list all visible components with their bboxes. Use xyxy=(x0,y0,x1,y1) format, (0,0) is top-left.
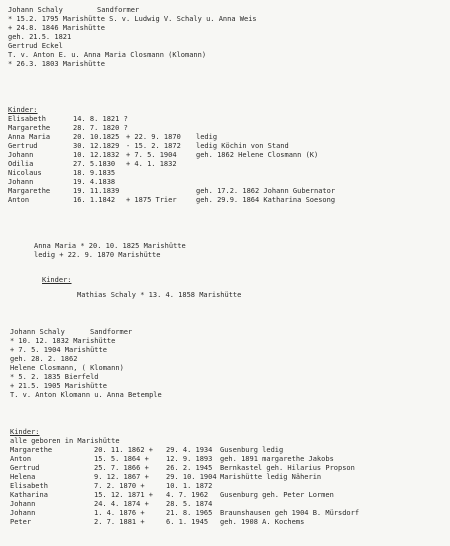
child-death: 29. 10. 1904 xyxy=(166,473,217,481)
child-name: Margarethe xyxy=(8,124,51,132)
person-name: Johann Schaly xyxy=(10,328,65,336)
anna-maria-death-line: ledig + 22. 9. 1870 Marishütte xyxy=(34,251,161,259)
child-death: 4. 7. 1962 xyxy=(166,491,209,499)
child-row xyxy=(0,455,450,464)
child-death: 26. 2. 1945 xyxy=(166,464,213,472)
child-name: Margarethe xyxy=(8,187,51,195)
child-row xyxy=(0,464,450,473)
anna-maria-line: Anna Maria * 20. 10. 1825 Marishütte xyxy=(34,242,186,250)
child-birth: 14. 8. 1821 ? xyxy=(73,115,128,123)
child-birth: 15. 12. 1871 + xyxy=(94,491,154,499)
child-death: + 1875 Trier xyxy=(126,196,177,204)
child-name: Gertrud xyxy=(8,142,38,150)
person-name: Johann Schaly xyxy=(8,6,63,14)
child-death: - 15. 2. 1872 xyxy=(126,142,181,150)
section3-header xyxy=(0,328,450,337)
child-birth: 9. 12. 1867 + xyxy=(94,473,149,481)
child-name: Johann xyxy=(8,151,34,159)
child-name: Elisabeth xyxy=(8,115,46,123)
child-birth: 2. 7. 1881 + xyxy=(94,518,145,526)
spouse-parents: T. v. Anton E. u. Anna Maria Closmann (Klomann) xyxy=(8,51,207,59)
child-birth: 27. 5.1830 xyxy=(73,160,116,168)
child-name: Johann xyxy=(10,509,36,517)
marriage-line: geh. 28. 2. 1862 xyxy=(10,355,78,363)
child-note: Marishütte ledig Näherin xyxy=(220,473,322,481)
child-note: Gusenburg ledig xyxy=(220,446,284,454)
child-name: Helena xyxy=(10,473,36,481)
child-death: 12. 9. 1893 xyxy=(166,455,213,463)
child-death: 10. 1. 1872 xyxy=(166,482,213,490)
child-birth: 15. 5. 1864 + xyxy=(94,455,149,463)
child-birth: 30. 12.1829 xyxy=(73,142,120,150)
spouse-birth: * 5. 2. 1835 Bierfeld xyxy=(10,373,99,381)
child-row xyxy=(0,178,450,187)
child-row xyxy=(0,160,450,169)
child-name: Anton xyxy=(10,455,32,463)
child-note: Braunshausen geh 1904 B. Mürsdorf xyxy=(220,509,360,517)
child-name: Johann xyxy=(8,178,34,186)
child-note: geh. 29.9. 1864 Katharina Soesong xyxy=(196,196,336,204)
child-note: Bernkastel geh. Hilarius Propson xyxy=(220,464,355,472)
person-occupation: Sandformer xyxy=(97,6,140,14)
child-birth: 19. 11.1839 xyxy=(73,187,120,195)
child-note: Gusenburg geh. Peter Lormen xyxy=(220,491,334,499)
child-birth: 19. 4.1838 xyxy=(73,178,116,186)
death-line: + 24.8. 1846 Marishütte xyxy=(8,24,105,32)
child-row xyxy=(0,500,450,509)
kinder-label-2: Kinder: xyxy=(42,276,72,284)
spouse-name: Helene Closmann, ( Klomann) xyxy=(10,364,124,372)
child-row xyxy=(0,518,450,527)
child-note: geh. 1908 A. Kochems xyxy=(220,518,305,526)
kinder-label-3: Kinder: xyxy=(10,428,40,436)
child-death: + 4. 1. 1832 xyxy=(126,160,177,168)
child-name: Anton xyxy=(8,196,30,204)
child-name: Gertrud xyxy=(10,464,40,472)
child-death: + 7. 5. 1904 xyxy=(126,151,177,159)
child-birth: 1. 4. 1876 + xyxy=(94,509,145,517)
child-death: + 22. 9. 1870 xyxy=(126,133,181,141)
child-birth: 16. 1.1842 xyxy=(73,196,116,204)
child-name: Anna Maria xyxy=(8,133,51,141)
child-row xyxy=(0,115,450,124)
child-birth: 18. 9.1835 xyxy=(73,169,116,177)
child-name: Johann xyxy=(10,500,36,508)
section1-header xyxy=(0,6,450,15)
child-row xyxy=(0,142,450,151)
spouse-birth: * 26.3. 1803 Marishütte xyxy=(8,60,105,68)
child-row xyxy=(0,473,450,482)
child-name: Margarethe xyxy=(10,446,53,454)
birth-line: * 15.2. 1795 Marishütte S. v. Ludwig V. Schaly u. Anna Weis xyxy=(8,15,257,23)
child-note: geh. 17.2. 1862 Johann Gubernator xyxy=(196,187,336,195)
birth-line: * 10. 12. 1832 Marishütte xyxy=(10,337,116,345)
child-row xyxy=(0,196,450,205)
child-row xyxy=(0,482,450,491)
child-name: Elisabeth xyxy=(10,482,48,490)
spouse-death: + 21.5. 1905 Marishütte xyxy=(10,382,107,390)
child-row xyxy=(0,509,450,518)
child-birth: 7. 2. 1870 + xyxy=(94,482,145,490)
child-note: ledig Köchin von Stand xyxy=(196,142,289,150)
child-row xyxy=(0,133,450,142)
marriage-line: geh. 21.5. 1821 xyxy=(8,33,72,41)
child-row xyxy=(0,124,450,133)
child-note: geh. 1862 Helene Closmann (K) xyxy=(196,151,319,159)
child-row xyxy=(0,169,450,178)
death-line: + 7. 5. 1904 Marishütte xyxy=(10,346,107,354)
child-row xyxy=(0,151,450,160)
child-death: 29. 4. 1934 xyxy=(166,446,213,454)
child-row xyxy=(0,187,450,196)
child-death: 28. 5. 1874 xyxy=(166,500,213,508)
child-name: Odilia xyxy=(8,160,34,168)
spouse-name: Gertrud Eckel xyxy=(8,42,63,50)
child-name: Katharina xyxy=(10,491,48,499)
child-birth: 20. 11. 1862 + xyxy=(94,446,154,454)
child-row xyxy=(0,491,450,500)
child-birth: 24. 4. 1874 + xyxy=(94,500,149,508)
child-death: 21. 8. 1965 xyxy=(166,509,213,517)
child-birth: 25. 7. 1866 + xyxy=(94,464,149,472)
child-name: Nicolaus xyxy=(8,169,42,177)
child-row xyxy=(0,446,450,455)
child-name: Peter xyxy=(10,518,32,526)
child-note: ledig xyxy=(196,133,218,141)
born-note: alle geboren in Marishütte xyxy=(10,437,120,445)
kinder-label: Kinder: xyxy=(8,106,38,114)
child-note: geh. 1891 margarethe Jakobs xyxy=(220,455,334,463)
mathias-line: Mathias Schaly * 13. 4. 1858 Marishütte xyxy=(77,291,242,299)
child-birth: 10. 12.1832 xyxy=(73,151,120,159)
child-birth: 28. 7. 1820 ? xyxy=(73,124,128,132)
spouse-parents: T. v. Anton Klomann u. Anna Betemple xyxy=(10,391,162,399)
child-birth: 20. 10.1825 xyxy=(73,133,120,141)
person-occupation: Sandformer xyxy=(90,328,133,336)
child-death: 6. 1. 1945 xyxy=(166,518,209,526)
